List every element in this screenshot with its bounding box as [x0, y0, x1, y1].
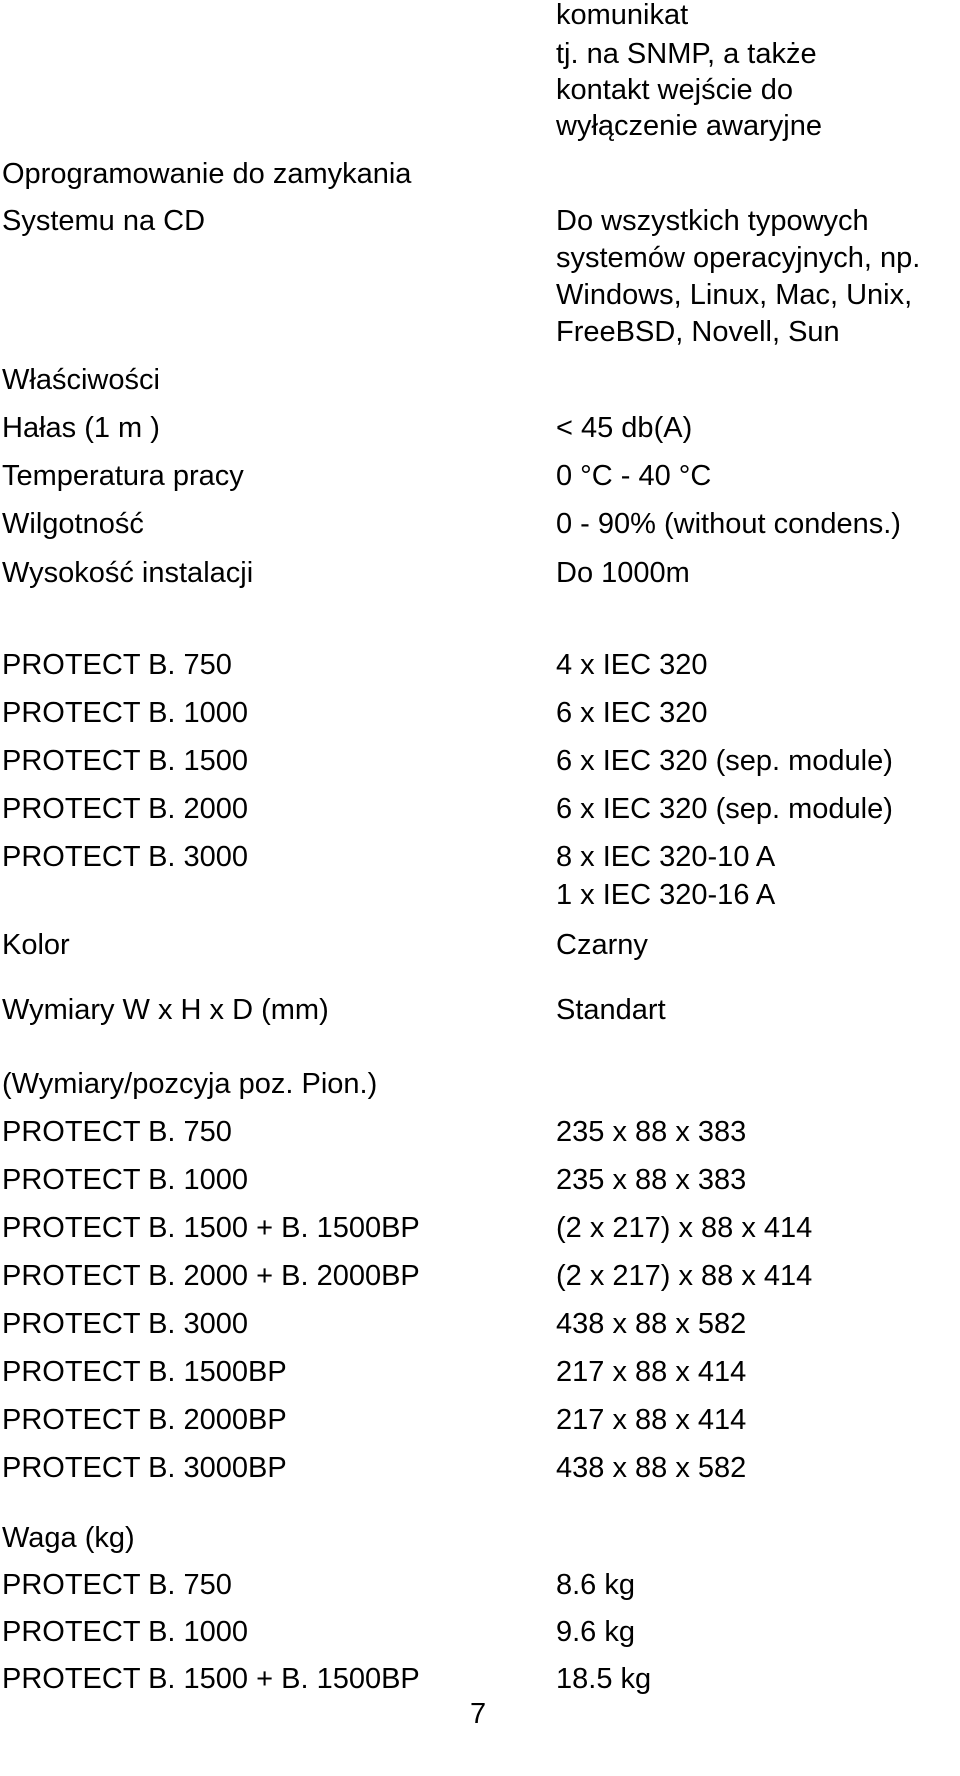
page-number: 7 — [470, 1698, 487, 1730]
outlet-value: 8 x IEC 320-10 A — [556, 841, 776, 873]
outlet-value: 6 x IEC 320 — [556, 697, 708, 729]
outlet-value: 6 x IEC 320 (sep. module) — [556, 793, 893, 825]
dimension-model: PROTECT B. 1500 + B. 1500BP — [2, 1212, 420, 1244]
outlet-value: 1 x IEC 320-16 A — [556, 879, 776, 911]
dimensions-label: Wymiary W x H x D (mm) — [2, 994, 329, 1026]
dimension-model: PROTECT B. 2000 + B. 2000BP — [2, 1260, 420, 1292]
software-value: Do wszystkich typowych — [556, 205, 869, 237]
dimension-value: (2 x 217) x 88 x 414 — [556, 1212, 813, 1244]
dimension-model: PROTECT B. 1500BP — [2, 1356, 287, 1388]
property-label: Wysokość instalacji — [2, 557, 254, 589]
dimension-value: (2 x 217) x 88 x 414 — [556, 1260, 813, 1292]
outlet-value: 4 x IEC 320 — [556, 649, 708, 681]
outlet-model: PROTECT B. 2000 — [2, 793, 249, 825]
property-value: 0 - 90% (without condens.) — [556, 508, 901, 540]
dimensions-subheading: (Wymiary/pozcyja poz. Pion.) — [2, 1068, 378, 1100]
dimension-model: PROTECT B. 1000 — [2, 1164, 249, 1196]
outlet-model: PROTECT B. 750 — [2, 649, 232, 681]
dimension-model: PROTECT B. 2000BP — [2, 1404, 287, 1436]
property-value: 0 °C - 40 °C — [556, 460, 712, 492]
dimension-model: PROTECT B. 750 — [2, 1116, 232, 1148]
dimension-value: 217 x 88 x 414 — [556, 1404, 747, 1436]
color-value: Czarny — [556, 929, 648, 961]
dimensions-value: Standart — [556, 994, 666, 1026]
dimension-value: 235 x 88 x 383 — [556, 1116, 747, 1148]
software-value: Windows, Linux, Mac, Unix, — [556, 279, 913, 311]
weight-model: PROTECT B. 750 — [2, 1569, 232, 1601]
dimension-model: PROTECT B. 3000BP — [2, 1452, 287, 1484]
software-label: Oprogramowanie do zamykania — [2, 158, 412, 190]
weight-value: 18.5 kg — [556, 1663, 652, 1695]
property-value: Do 1000m — [556, 557, 690, 589]
software-value: systemów operacyjnych, np. — [556, 242, 921, 274]
dimension-value: 438 x 88 x 582 — [556, 1308, 747, 1340]
outlet-model: PROTECT B. 3000 — [2, 841, 249, 873]
outlet-model: PROTECT B. 1500 — [2, 745, 249, 777]
weight-heading: Waga (kg) — [2, 1522, 135, 1554]
color-label: Kolor — [2, 929, 70, 961]
continuation-line: kontakt wejście do — [556, 74, 793, 106]
software-value: FreeBSD, Novell, Sun — [556, 316, 840, 348]
property-label: Temperatura pracy — [2, 460, 244, 492]
dimension-value: 217 x 88 x 414 — [556, 1356, 747, 1388]
weight-model: PROTECT B. 1500 + B. 1500BP — [2, 1663, 420, 1695]
property-value: < 45 db(A) — [556, 412, 693, 444]
dimension-value: 438 x 88 x 582 — [556, 1452, 747, 1484]
dimension-model: PROTECT B. 3000 — [2, 1308, 249, 1340]
dimension-value: 235 x 88 x 383 — [556, 1164, 747, 1196]
property-label: Wilgotność — [2, 508, 144, 540]
outlet-value: 6 x IEC 320 (sep. module) — [556, 745, 893, 777]
weight-model: PROTECT B. 1000 — [2, 1616, 249, 1648]
outlet-model: PROTECT B. 1000 — [2, 697, 249, 729]
continuation-line: tj. na SNMP, a także — [556, 38, 817, 70]
continuation-line: wyłączenie awaryjne — [556, 110, 822, 142]
property-label: Hałas (1 m ) — [2, 412, 160, 444]
weight-value: 8.6 kg — [556, 1569, 635, 1601]
software-label: Systemu na CD — [2, 205, 206, 237]
properties-heading: Właściwości — [2, 364, 160, 396]
weight-value: 9.6 kg — [556, 1616, 635, 1648]
continuation-line: komunikat — [556, 0, 689, 31]
